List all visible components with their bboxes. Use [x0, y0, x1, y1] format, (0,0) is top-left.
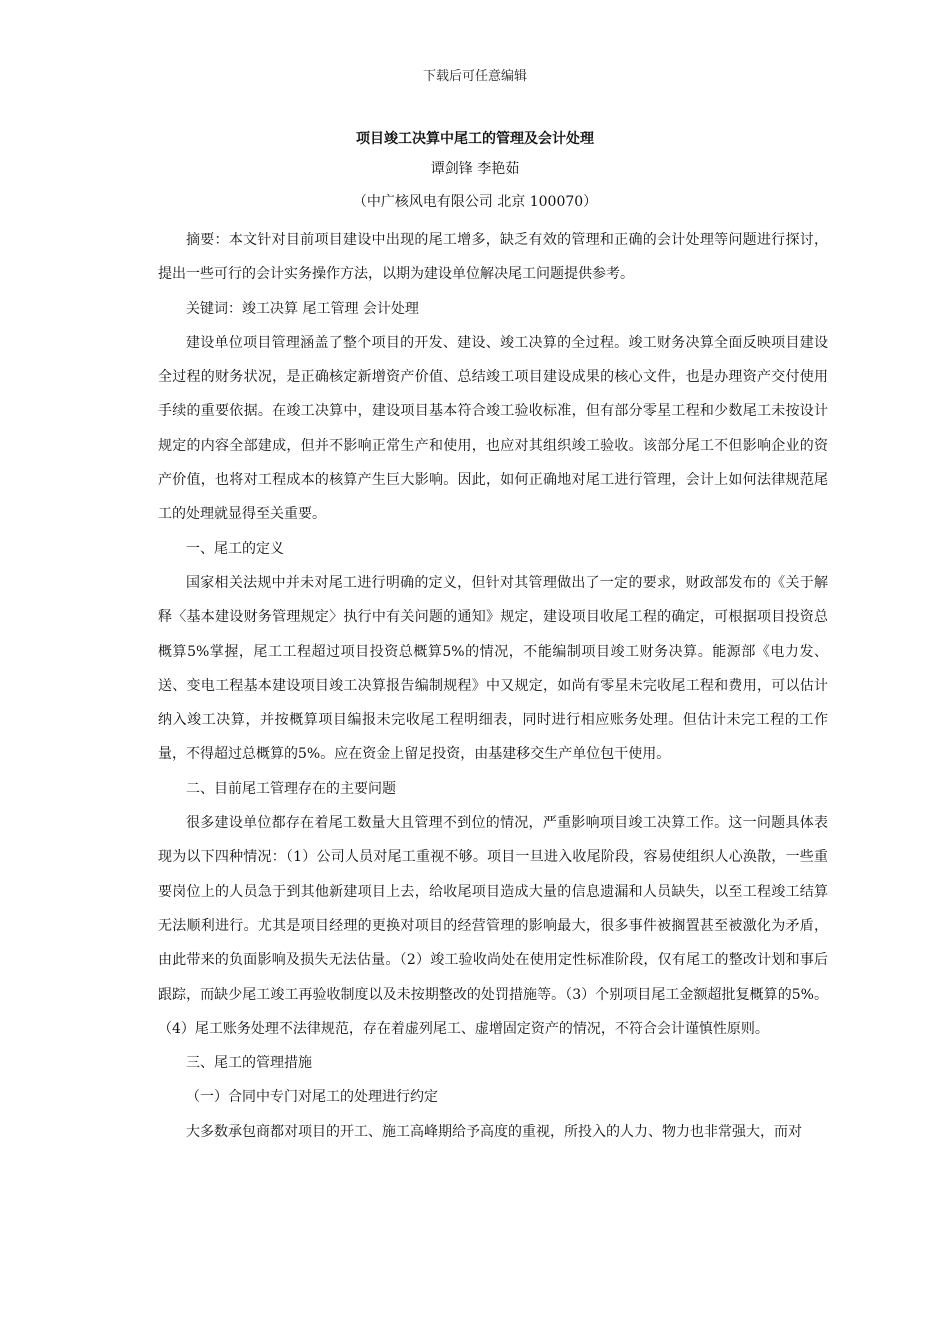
section-heading-3: 三、尾工的管理措施 — [186, 1055, 312, 1072]
article-title: 项目竣工决算中尾工的管理及会计处理 — [356, 131, 594, 147]
page-header: 下载后可任意编辑 — [422, 69, 527, 84]
section-1-paragraph: 国家相关法规中并未对尾工进行明确的定义，但针对其管理做出了一定的要求，财政部发布的《关于解释〈基本建设财务管理规定〉执行中有关问题的通知》规定，建设项目收尾工程的确定，可根据项目投资总概算5%掌握，尾工工程超过项目投资总概算5%的情况，不能编制项目竣工财务决算。能源部《电力发、送、变电工程基本建设项目竣工决算报告编制规程》中又规定，如尚有零星未完收尾工程和费用，可以估计纳入竣工决算，并按概算项目编报未完收尾工程明细表，同时进行相应账务处理。但估计未完工程的工作量，不得超过总概算的5%。应在资金上留足投资，由基建移交生产单位包干使用。 — [158, 574, 828, 763]
abstract-paragraph: 摘要：本文针对目前项目建设中出现的尾工增多，缺乏有效的管理和正确的会计处理等问题进行探讨，提出一些可行的会计实务操作方法，以期为建设单位解决尾工问题提供参考。 — [158, 232, 828, 283]
intro-paragraph: 建设单位项目管理涵盖了整个项目的开发、建设、竣工决算的全过程。竣工财务决算全面反映项目建设全过程的财务状况，是正确核定新增资产价值、总结竣工项目建设成果的核心文件，也是办理资产交付使用手续的重要依据。在竣工决算中，建设项目基本符合竣工验收标准，但有部分零星工程和少数尾工未按设计规定的内容全部建成，但并不影响正常生产和使用，也应对其组织竣工验收。该部分尾工不但影响企业的资产价值，也将对工程成本的核算产生巨大影响。因此，如何正确地对尾工进行管理，会计上如何法律规范尾工的处理就显得至关重要。 — [158, 334, 828, 523]
article-affiliation: （中广核风电有限公司 北京 100070） — [352, 194, 598, 210]
subsection-heading-3-1: （一）合同中专门对尾工的处理进行约定 — [186, 1089, 438, 1106]
keywords-paragraph: 关键词：竣工决算 尾工管理 会计处理 — [186, 300, 419, 317]
section-heading-2: 二、目前尾工管理存在的主要问题 — [186, 780, 396, 797]
section-heading-1: 一、尾工的定义 — [186, 540, 284, 557]
section-3-1-paragraph: 大多数承包商都对项目的开工、施工高峰期给予高度的重视，所投入的人力、物力也非常强大，而对 — [186, 1123, 802, 1140]
article-authors: 谭剑锋 李艳茹 — [430, 161, 520, 177]
section-2-paragraph: 很多建设单位都存在着尾工数量大且管理不到位的情况，严重影响项目竣工决算工作。这一问题具体表现为以下四种情况：（1）公司人员对尾工重视不够。项目一旦进入收尾阶段，容易使组织人心涣散，一些重要岗位上的人员急于到其他新建项目上去，给收尾项目造成大量的信息遗漏和人员缺失，以至工程竣工结算无法顺利进行。尤其是项目经理的更换对项目的经营管理的影响最大，很多事件被搁置甚至被激化为矛盾，由此带来的负面影响及损失无法估量。（2）竣工验收尚处在使用定性标准阶段，仅有尾工的整改计划和事后跟踪，而缺少尾工竣工再验收制度以及未按期整改的处罚措施等。（3）个别项目尾工金额超批复概算的5%。（4）尾工账务处理不法律规范，存在着虚列尾工、虚增固定资产的情况，不符合会计谨慎性原则。 — [158, 815, 828, 1037]
article-body — [158, 223, 828, 1149]
